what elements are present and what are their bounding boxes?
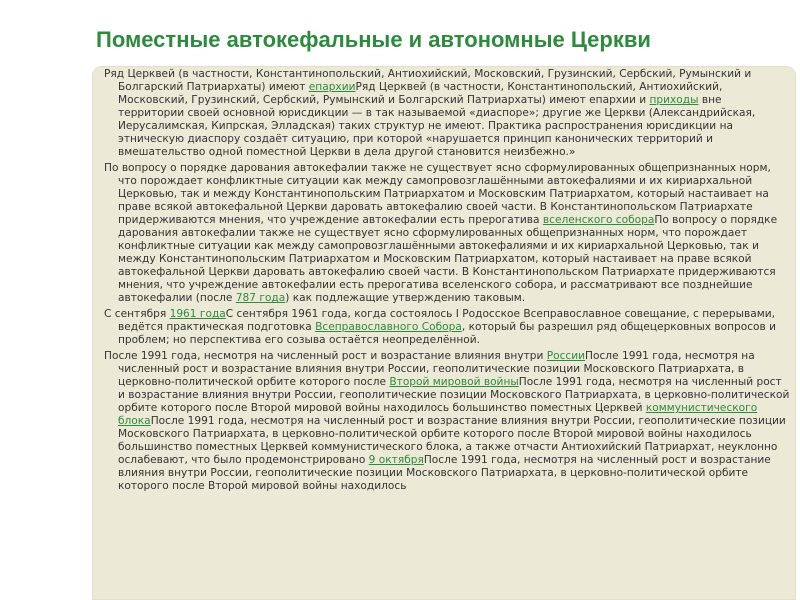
inline-link[interactable]: коммунистического блока (118, 402, 758, 427)
inline-link[interactable]: Всеправославного Собора (315, 321, 462, 333)
text-run: После 1991 года, несмотря на численный рост и возрастание влияния внутри России, геополитические позиции Московского Патриархата, в церковно-политической орбите которого после Второй мировой войны находилось большинство поместных Церквей (118, 376, 790, 414)
inline-link[interactable]: 1961 года (169, 308, 226, 320)
text-run: , который бы разрешил ряд общецерковных вопросов и проблем; но перспектива его созыва остаётся неопределённой. (118, 321, 777, 346)
text-run: По вопросу о порядке дарования автокефалии также не существует ясно сформулированных общепризнанных норм, что порождает конфликтные ситуации как между самопровозглашёнными автокефалиями и их кириархальной Церковью, так и между Константинопольским Патриархатом и Московским Патриархатом, который настаивает на праве всякой автокефальной Церкви даровать автокефалию своей части. В Константинопольском Патриархате придерживаются мнения, что учреждение автокефалии есть прерогатива вселенского собора, и рассматривают все позднейшие автокефалии (после (118, 214, 778, 304)
inline-link[interactable]: 9 октября (368, 454, 424, 466)
text-run: вне территории своей основной юрисдикции — в так называемой «диаспоре»; другие же Церкви (Александрийская, Иерусалимская, Кипрская, Элладская) таких структур не имеют. Практика распространения юрисдикции на этническую диаспору создаёт ситуацию, при которой «нарушается принцип канонических территорий и вмешательство одной поместной Церкви в дела другой становится неизбежно.» (118, 94, 756, 158)
content-body (104, 68, 790, 496)
text-run: После 1991 года, несмотря на численный рост и возрастание влияния внутри России, геополитические позиции Московского Патриархата, в церковно-политической орбите которого после Второй мировой войны находилось (118, 454, 771, 492)
text-run: По вопросу о порядке дарования автокефалии также не существует ясно сформулированных общепризнанных норм, что порождает конфликтные ситуации как между самопровозглашёнными автокефалиями и их кириархальной Церковью, так и между Константинопольским Патриархатом и Московским Патриархатом, который настаивает на праве всякой автокефальной Церкви даровать автокефалию своей части. В Константинопольском Патриархате придерживаются мнения, что учреждение автокефалии есть прерогатива (104, 162, 771, 226)
text-run: После 1991 года, несмотря на численный рост и возрастание влияния внутри России, геополитические позиции Московского Патриархата, в церковно-политической орбите которого после (118, 350, 755, 388)
paragraph-rhodes-conference (104, 308, 790, 347)
inline-link[interactable]: Второй мировой войны (389, 376, 519, 388)
inline-link[interactable]: России (546, 350, 586, 362)
paragraph-after-1991 (104, 350, 790, 493)
paragraph-autocephaly (104, 162, 790, 305)
inline-link[interactable]: 787 года (235, 292, 286, 304)
text-run: С сентября 1961 года, когда состоялось I Родосское Всеправославное совещание, с перерывами, ведётся практическая подготовка (118, 308, 775, 333)
paragraph-diaspora (104, 68, 790, 159)
page-title: Поместные автокефальные и автономные Церкви (96, 27, 651, 52)
text-run: После 1991 года, несмотря на численный рост и возрастание влияния внутри России, геополитические позиции Московского Патриархата, в церковно-политической орбите которого после Второй мировой войны находилось большинство поместных Церквей коммунистического блока, а также отчасти Антиохийский Патриархат, неуклонно ослабевают, что было продемонстрировано (118, 415, 786, 466)
left-margin (0, 0, 88, 600)
text-run: Ряд Церквей (в частности, Константинопольский, Антиохийский, Московский, Грузинский, Сербский, Румынский и Болгарский Патриархаты) имеют (104, 68, 752, 93)
inline-link[interactable]: вселенского собора (542, 214, 655, 226)
text-run: Ряд Церквей (в частности, Константинопольский, Антиохийский, Московский, Грузинский, Сербский, Румынский и Болгарский Патриархаты) имеют епархии и (118, 81, 723, 106)
text-run: После 1991 года, несмотря на численный рост и возрастание влияния внутри (104, 350, 547, 362)
inline-link[interactable]: приходы (649, 94, 699, 106)
text-run: С сентября (104, 308, 170, 320)
text-run: ) как подлежащие утверждению таковым. (285, 292, 526, 304)
inline-link[interactable]: епархии (308, 81, 356, 93)
